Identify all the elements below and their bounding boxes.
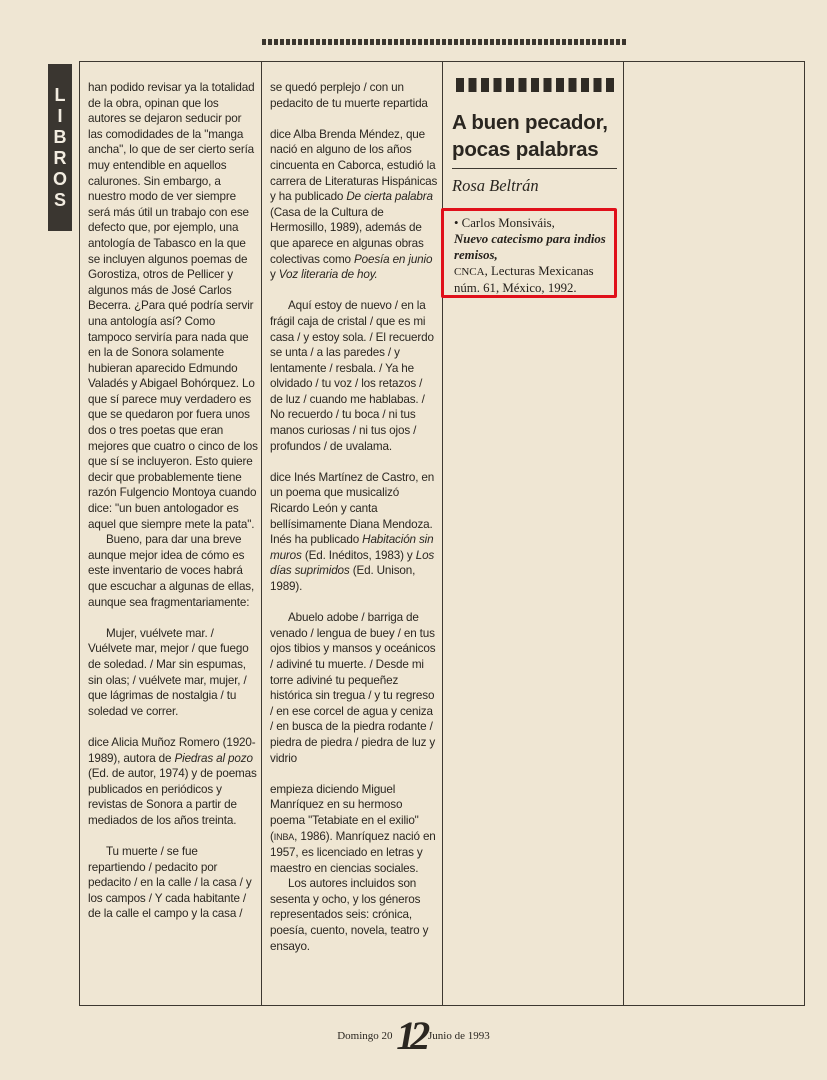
column-divider bbox=[442, 62, 443, 1005]
text-span: empieza diciendo Miguel Manríquez en su hermoso poema "Tetabiate en el exilio" ( bbox=[270, 782, 419, 843]
column-divider bbox=[623, 62, 624, 1005]
author-name: Rosa Beltrán bbox=[452, 176, 539, 195]
text-span: (Ed. Inéditos, 1983) y bbox=[301, 548, 416, 562]
section-tab-letter: R bbox=[53, 148, 67, 168]
book-title: Los días suprimidos bbox=[270, 548, 435, 578]
section-tab-letter: S bbox=[53, 190, 66, 210]
top-dotted-rule bbox=[262, 39, 628, 45]
section-tab-letter: B bbox=[53, 127, 67, 147]
poem-excerpt: Mujer, vuélvete mar. / Vuélvete mar, mejor / que fuego de soledad. / Mar sin espumas, sin olas; / vuélvete mar, mujer, / que lágrimas de nostalgia / tu soledad ve correr. bbox=[88, 626, 249, 718]
paragraph: Bueno, para dar una breve aunque mejor idea de cómo es este inventario de voces habrá que escuchar a algunas de ellas, aunque sea fragmentariamente: bbox=[88, 533, 255, 609]
decorative-bar-rule bbox=[456, 78, 614, 92]
section-tab-libros bbox=[48, 64, 72, 231]
text-span: (Casa de la Cultura de Hermosillo, 1989), además de que aparece en algunas obras colectivas como bbox=[270, 205, 424, 266]
paragraph bbox=[270, 470, 438, 595]
title-rule bbox=[452, 168, 617, 169]
poem-excerpt: se quedó perplejo / con un pedacito de tu muerte repartida bbox=[270, 81, 428, 110]
section-tab-letter: I bbox=[57, 106, 63, 126]
text-span: y bbox=[270, 268, 279, 282]
section-tab-letter: O bbox=[52, 169, 67, 189]
paragraph: Los autores incluidos son sesenta y ocho, y los géneros representados seis: crónica, poesía, cuento, novela, teatro y ensayo. bbox=[270, 877, 429, 953]
paragraph bbox=[270, 127, 438, 283]
paragraph bbox=[270, 782, 438, 877]
book-title: Piedras al pozo bbox=[174, 751, 253, 765]
paragraph: han podido revisar ya la totalidad de la obra, opinan que los autores se dejaron seducir por las comodidades de la "manga ancha", lo que de ser cierto sería muy entendible en aquellos calurones. Sin embargo, a nuestro modo de ver siempre será más útil un trabajo con ese defecto que, por ejemplo, una antología de Tabasco en la que se incluyen algunos poemas de Gorostiza, otros de Pellicer y algunos más de José Carlos Becerra. ¿Para qué podría servir una antología así? Como tampoco serviría para nada que en la de Sonora solamente hubieran aparecido Edmundo Valadés y Abigael Bohórquez. Lo que sí parece muy verdadero es que se quedaron por fuera unos dos o tres poetas que eran mejores que cuatro o cinco de los que sí se incluyeron. Esto quiere decir que probablemente tiene razón Fulgencio Montoya cuando dice: "un buen antologador es aquel que siempre mete la pata". bbox=[88, 81, 258, 531]
text-column-2 bbox=[270, 80, 438, 954]
section-tab-letter: L bbox=[54, 85, 66, 105]
text-column-1 bbox=[88, 80, 258, 922]
text-span: dice Inés Martínez de Castro, en un poema que musicalizó Ricardo León y canta bellísimamente Diana Mendoza. Inés ha publicado bbox=[270, 470, 435, 547]
page-number: 12 bbox=[396, 1013, 425, 1058]
text-span: (Ed. de autor, 1974) y de poemas publicados en periódicos y revistas de Sonora a partir de mediados de los años treinta. bbox=[88, 767, 257, 827]
article-title: A buen pecador, pocas palabras bbox=[452, 111, 608, 161]
poem-excerpt: Tu muerte / se fue repartiendo / pedacito por pedacito / en la calle / la casa / y los campos / Y cada habitante / de la calle el campo y la casa / bbox=[88, 845, 252, 921]
reference-publisher bbox=[454, 263, 607, 296]
book-reference-box bbox=[441, 208, 617, 298]
text-span: , 1986). Manríquez nació en 1957, es licenciado en letras y maestro en ciencias sociales. bbox=[270, 829, 436, 875]
text-span: , Lecturas Mexicanas núm. 61, México, 1992. bbox=[454, 264, 594, 295]
book-title: Habitación sin muros bbox=[270, 533, 434, 562]
footer-date-right: Junio de 1993 bbox=[428, 1030, 490, 1042]
text-span: (Ed. Unison, 1989). bbox=[270, 564, 416, 593]
reference-book-title: Nuevo catecismo para indios remisos, bbox=[454, 232, 606, 262]
page-footer bbox=[0, 1012, 827, 1059]
footer-date-left: Domingo 20 bbox=[337, 1030, 393, 1042]
small-caps-abbr: CNCA bbox=[454, 266, 485, 278]
column-divider bbox=[261, 62, 262, 1005]
paragraph bbox=[88, 735, 258, 829]
poem-excerpt: Aquí estoy de nuevo / en la frágil caja de cristal / que es mi casa / y estoy sola. / El recuerdo se unta / a las paredes / y lentamente / resbala. / Ya he olvidado / tu voz / los retazos / de luz / cuando me hablabas. / No recuerdo / tu boca / ni tus manos curiosas / ni tus ojos / profundos / de uvalama. bbox=[270, 299, 434, 453]
text-span: dice Alba Brenda Méndez, que nació en alguno de los años cincuenta en Caborca, estudió la carrera de Literaturas Hispánicas y ha publicado bbox=[270, 127, 438, 204]
book-title: Voz literaria de hoy. bbox=[278, 268, 378, 282]
reference-author: • Carlos Monsiváis, bbox=[454, 216, 555, 230]
poem-excerpt: Abuelo adobe / barriga de venado / lengua de buey / en tus ojos tibios y mansos y oceánicos / adiviné tu muerte. / Desde mi torre adiviné tu pequeñez histórica sin tregua / y tu regreso / en ese corcel de agua y ceniza / en busca de la piedra rodante / piedra de piedra / piedra de luz y vidrio bbox=[270, 611, 436, 765]
book-title: Poesía en junio bbox=[354, 252, 433, 266]
text-span: dice Alicia Muñoz Romero (1920-1989), autora de bbox=[88, 735, 256, 765]
small-caps-abbr: INBA bbox=[273, 831, 295, 842]
book-title: De cierta palabra bbox=[346, 190, 433, 204]
page-frame bbox=[79, 61, 805, 1006]
